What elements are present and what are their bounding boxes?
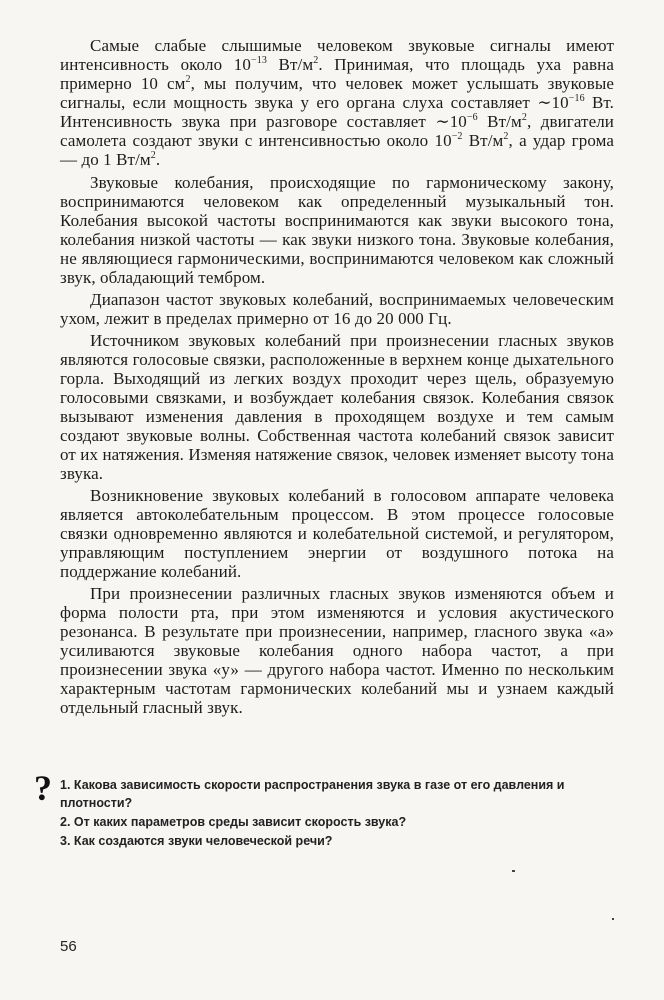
p1-text: Вт/м [477, 112, 522, 131]
p1-exp: 2 [503, 131, 509, 142]
paragraph-6: При произнесении различных гласных звуков изменяются объем и форма полости рта, при этом изменяются и условия акустического резонанса. В результате при произнесении, например, гласного звука «а» усиливаются звуковые колебания одного набора частот, а при произнесении звука «у» — другого набора частот. Именно по нескольким характерным частотам гармонических колебаний мы и узнаем каждый отдельный гласный звук. [60, 584, 614, 717]
review-questions [34, 768, 624, 851]
question-text: Как создаются звуки человеческой речи? [73, 834, 333, 848]
question-item [60, 776, 624, 812]
p1-exp: 2 [313, 55, 319, 66]
question-item [60, 813, 624, 831]
p1-exp: −13 [251, 55, 267, 66]
p1-text: Самые слабые слышимые человеком звуковые сигналы имеют интенсивность около 10 [60, 36, 614, 74]
question-number: 1. [60, 778, 71, 792]
question-text: От каких параметров среды зависит скорость звука? [73, 815, 407, 829]
p1-exp: −6 [466, 112, 478, 123]
page-body [60, 36, 614, 717]
print-speck [612, 918, 614, 920]
paragraph-1 [60, 36, 614, 169]
question-list [34, 776, 624, 850]
question-text: Какова зависимость скорости распространения звука в газе от его давления и плотности? [60, 778, 565, 810]
paragraph-2: Звуковые колебания, происходящие по гармоническому закону, воспринимаются человеком как определенный музыкальный тон. Колебания высокой частоты воспринимаются как звуки высокого тона, колебания низкой частоты — как звуки низкого тона. Звуковые колебания, не являющиеся гармоническими, воспринимаются человеком как сложный звук, обладающий тембром. [60, 173, 614, 287]
p1-exp: 2 [150, 150, 156, 161]
p1-text: , мы получим, что человек может услышать звуковые сигналы, если мощность звука у его органа слуха составляет ∼10 [60, 74, 614, 112]
p1-text: Вт/м [462, 131, 504, 150]
question-mark-icon: ? [34, 768, 52, 808]
page-number: 56 [60, 938, 77, 955]
p1-exp: −16 [568, 93, 585, 104]
p1-text: Вт. Интенсивность звука при разговоре составляет ∼10 [60, 93, 615, 131]
print-speck [512, 870, 515, 872]
paragraph-5: Возникновение звуковых колебаний в голосовом аппарате человека является автоколебательным процессом. В этом процессе голосовые связки одновременно являются и колебательной системой, и регулятором, управляющим поступлением энергии от воздушного потока на поддержание колебаний. [60, 486, 614, 581]
p1-text: . Принимая, что площадь уха равна примерно 10 см [60, 55, 615, 93]
p1-text: Вт/м [266, 55, 314, 74]
question-number: 2. [60, 815, 71, 829]
p1-text: , а удар грома — до 1 Вт/м [60, 131, 615, 169]
p1-exp: −2 [451, 131, 463, 142]
question-number: 3. [60, 834, 71, 848]
question-item [60, 832, 624, 850]
p1-exp: 2 [521, 112, 527, 123]
p1-text: , двигатели самолета создают звуки с интенсивностью около 10 [60, 112, 615, 150]
paragraph-4: Источником звуковых колебаний при произнесении гласных звуков являются голосовые связки, расположенные в верхнем конце дыхательного горла. Выходящий из легких воздух проходит через щель, образуемую голосовыми связками, и возбуждает колебания связок. Колебания связок вызывают изменения давления в проходящем воздухе и тем самым создают звуковые волны. Собственная частота колебаний связок зависит от их натяжения. Изменяя натяжение связок, человек изменяет высоту тона звука. [60, 331, 614, 483]
p1-exp: 2 [185, 74, 191, 85]
p1-text: . [155, 150, 161, 169]
paragraph-3: Диапазон частот звуковых колебаний, воспринимаемых человеческим ухом, лежит в пределах примерно от 16 до 20 000 Гц. [60, 290, 614, 328]
